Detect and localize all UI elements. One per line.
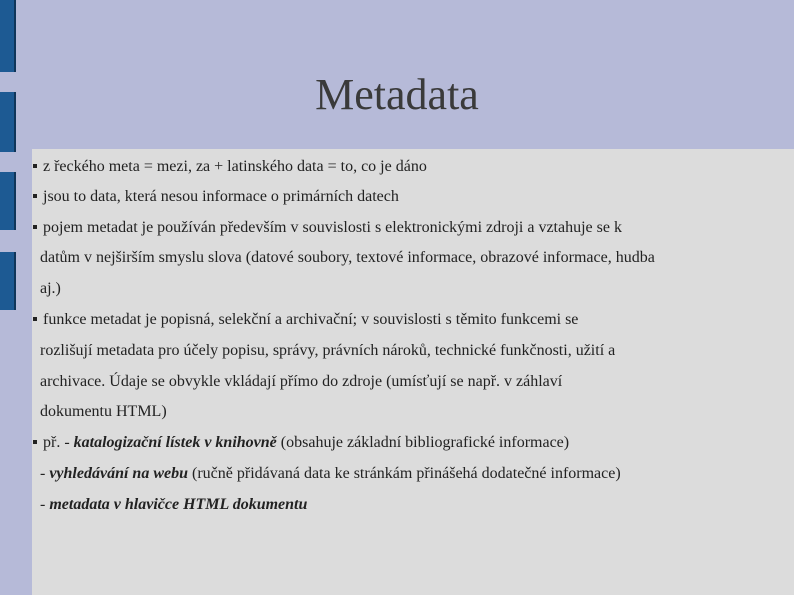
side-tab-4 [0, 252, 16, 310]
text-line [40, 341, 615, 361]
side-tab-1 [0, 0, 16, 72]
text-segment: - [40, 465, 50, 482]
text-segment: aj.) [40, 280, 61, 297]
text-segment: dokumentu HTML) [40, 403, 167, 420]
bullet-marker [33, 194, 37, 198]
text-segment: rozlišují metadata pro účely popisu, správy, právních nároků, technické funkčnosti, užití a [40, 342, 616, 359]
text-line [40, 279, 61, 299]
text-segment: data [296, 158, 324, 175]
text-segment: datům v nejširším smyslu slova (datové soubory, textové informace, obrazové informace, hudba [40, 249, 655, 266]
slide-title: Metadata [315, 70, 479, 119]
text-segment: (ručně přidávaná data ke stránkám přinášehá dodatečné informace) [188, 465, 621, 482]
text-segment: archivace. Údaje se obvykle vkládají přímo do zdroje (umísťují se např. v záhlaví [40, 373, 563, 390]
bullet-marker [33, 440, 37, 444]
text-line [33, 187, 399, 207]
text-line [33, 433, 569, 453]
text-line [33, 218, 622, 238]
text-line [40, 402, 167, 422]
text-segment: vyhledávání na webu [49, 465, 188, 482]
text-segment: - [40, 496, 50, 513]
text-segment: = mezi, za + latinského [139, 158, 297, 175]
bullet-marker [33, 225, 37, 229]
text-segment: metadata v hlavičce HTML dokumentu [49, 496, 308, 513]
text-line [33, 310, 578, 330]
text-line [40, 464, 621, 484]
text-line [40, 372, 562, 392]
text-segment: (obsahuje základní bibliografické informace) [276, 434, 570, 451]
text-line [40, 248, 655, 268]
text-line [40, 495, 307, 515]
text-segment: př. - [43, 434, 74, 451]
bullet-marker [33, 164, 37, 168]
text-segment: meta [108, 158, 140, 175]
text-segment: = to, co je dáno [323, 158, 427, 175]
side-tab-3 [0, 172, 16, 230]
text-segment: jsou to data, která nesou informace o primárních datech [43, 188, 399, 205]
text-segment: funkce metadat je popisná, selekční a archivační; v souvislosti s těmito funkcemi se [43, 311, 579, 328]
text-line [33, 157, 427, 177]
text-segment: z řeckého [43, 158, 109, 175]
bullet-marker [33, 317, 37, 321]
text-segment: pojem metadat je používán především v souvislosti s elektronickými zdroji a vztahuje se k [43, 219, 622, 236]
text-segment: katalogizační lístek v knihovně [73, 434, 277, 451]
